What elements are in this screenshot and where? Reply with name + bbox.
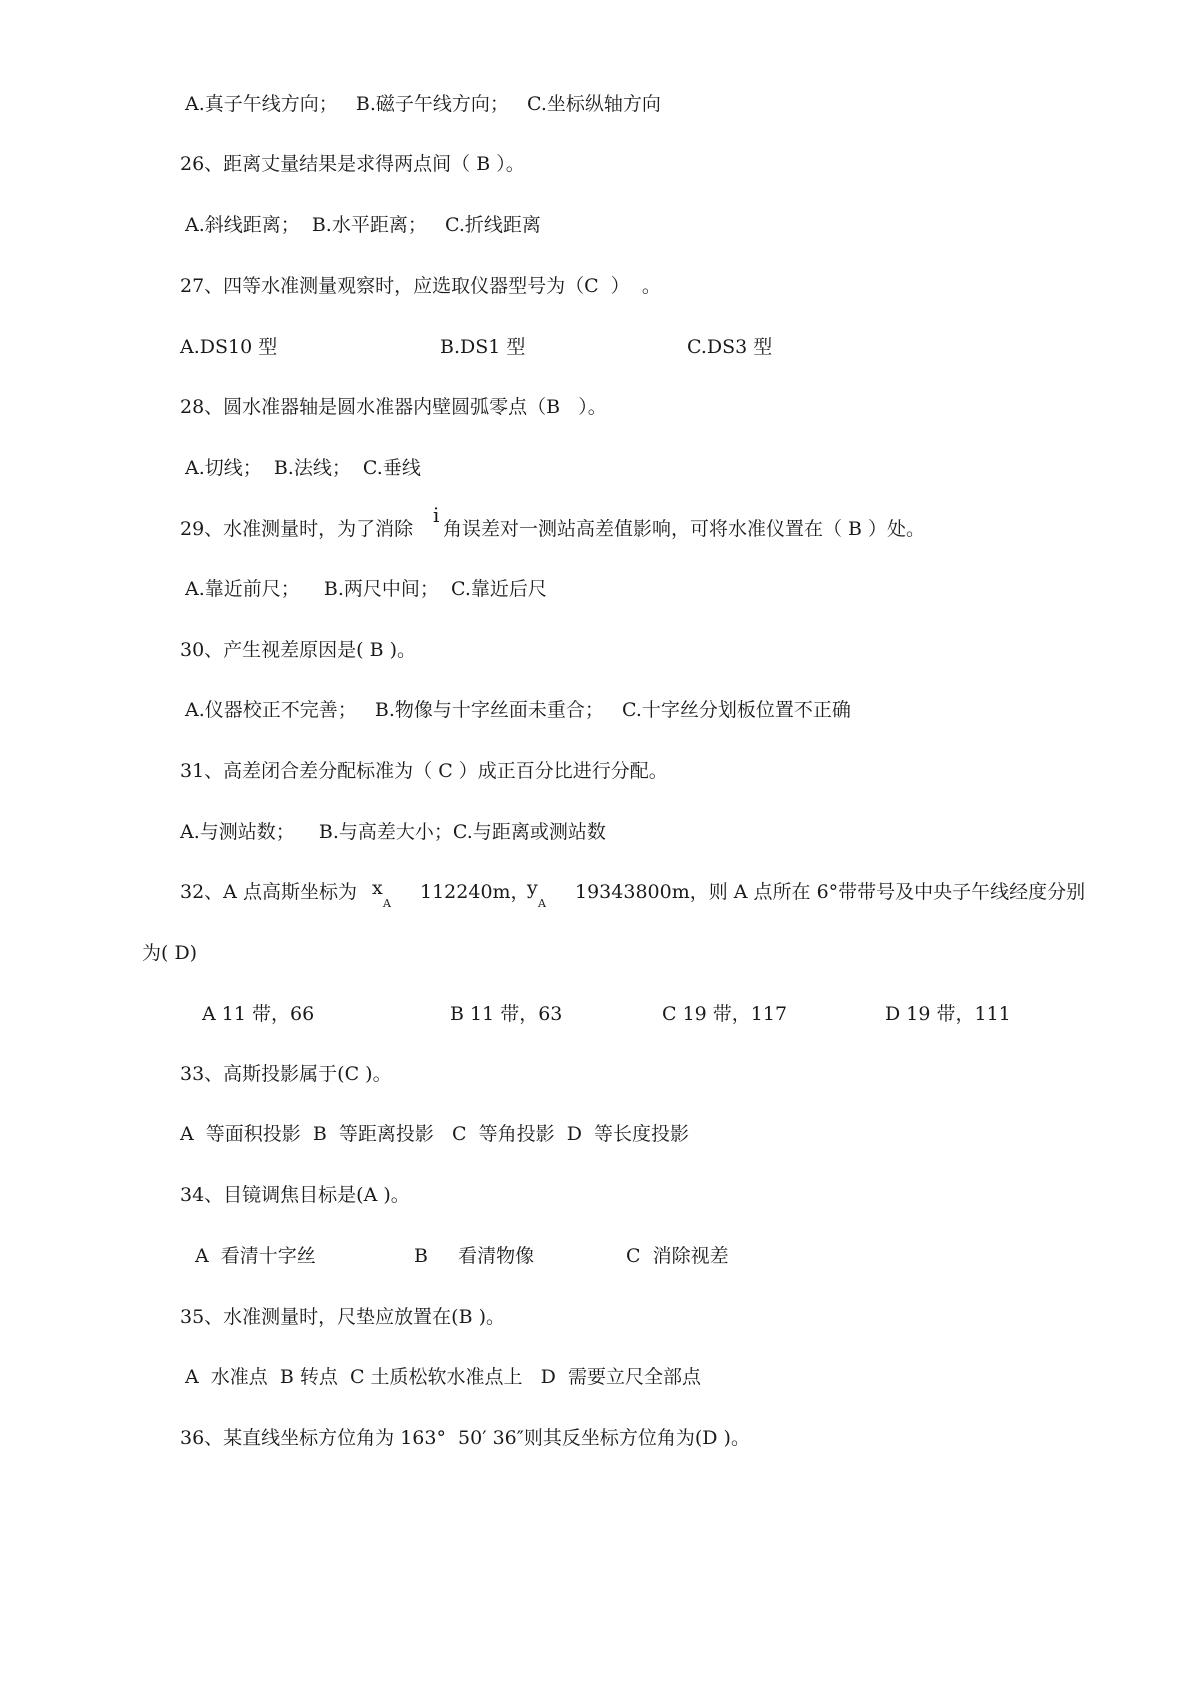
q32-y-subscript: A — [538, 897, 546, 910]
q35-options: A 水准点 B 转点 C 土质松软水准点上 D 需要立尺全部点 — [185, 1366, 701, 1388]
q30-question: 30、产生视差原因是( B )。 — [180, 639, 417, 661]
q26-options: A.斜线距离； B.水平距离； C.折线距离 — [185, 214, 541, 236]
q30-options: A.仪器校正不完善； B.物像与十字丝面未重合； C.十字丝分划板位置不正确 — [185, 699, 851, 721]
q33-question: 33、高斯投影属于(C )。 — [180, 1063, 392, 1085]
q29-i-symbol: i — [433, 503, 440, 527]
q32-x-symbol: x — [372, 877, 383, 899]
q31-question: 31、高差闭合差分配标准为（ C ）成正百分比进行分配。 — [180, 760, 668, 782]
q32-question-cont: 为( D) — [142, 942, 198, 964]
q27-option-b: B.DS1 型 — [440, 336, 526, 358]
q34-option-c: C 消除视差 — [626, 1245, 729, 1267]
q31-options: A.与测站数； B.与高差大小；C.与距离或测站数 — [180, 821, 606, 843]
q27-option-c: C.DS3 型 — [687, 336, 773, 358]
q32-y-symbol: y — [527, 877, 538, 899]
q32-x-value: 112240m， — [420, 881, 530, 903]
q35-question: 35、水准测量时，尺垫应放置在(B )。 — [180, 1306, 506, 1328]
q29-text-part1: 29、水准测量时，为了消除 — [180, 518, 414, 540]
q32-text-part2: 19343800m，则 A 点所在 6°带带号及中央子午线经度分别 — [575, 881, 1086, 903]
q26-question: 26、距离丈量结果是求得两点间（ B ）。 — [180, 153, 525, 175]
q32-option-c: C 19 带，117 — [662, 1003, 788, 1025]
q34-option-b: B 看清物像 — [414, 1245, 535, 1267]
q33-options: A 等面积投影 B 等距离投影 C 等角投影 D 等长度投影 — [180, 1123, 690, 1145]
q32-text-part1: 32、A 点高斯坐标为 — [180, 881, 357, 903]
q34-option-a: A 看清十字丝 — [195, 1245, 316, 1267]
q32-option-a: A 11 带，66 — [202, 1003, 315, 1025]
q27-option-a: A.DS10 型 — [180, 336, 278, 358]
q29-text-part2: 角误差对一测站高差值影响，可将水准仪置在（ B ）处。 — [443, 518, 926, 540]
q32-x-subscript: A — [383, 897, 391, 910]
q34-question: 34、目镜调焦目标是(A )。 — [180, 1184, 410, 1206]
q36-question: 36、某直线坐标方位角为 163° 50′ 36″则其反坐标方位角为(D )。 — [180, 1427, 750, 1449]
q27-question: 27、四等水准测量观察时，应选取仪器型号为（C ） 。 — [180, 275, 661, 297]
q28-options: A.切线； B.法线； C.垂线 — [185, 457, 421, 479]
q32-option-d: D 19 带，111 — [885, 1003, 1011, 1025]
q29-options: A.靠近前尺； B.两尺中间； C.靠近后尺 — [185, 578, 547, 600]
q28-question: 28、圆水准器轴是圆水准器内壁圆弧零点（B ）。 — [180, 396, 607, 418]
q32-option-b: B 11 带，63 — [450, 1003, 563, 1025]
q25-options: A.真子午线方向； B.磁子午线方向； C.坐标纵轴方向 — [185, 93, 661, 115]
